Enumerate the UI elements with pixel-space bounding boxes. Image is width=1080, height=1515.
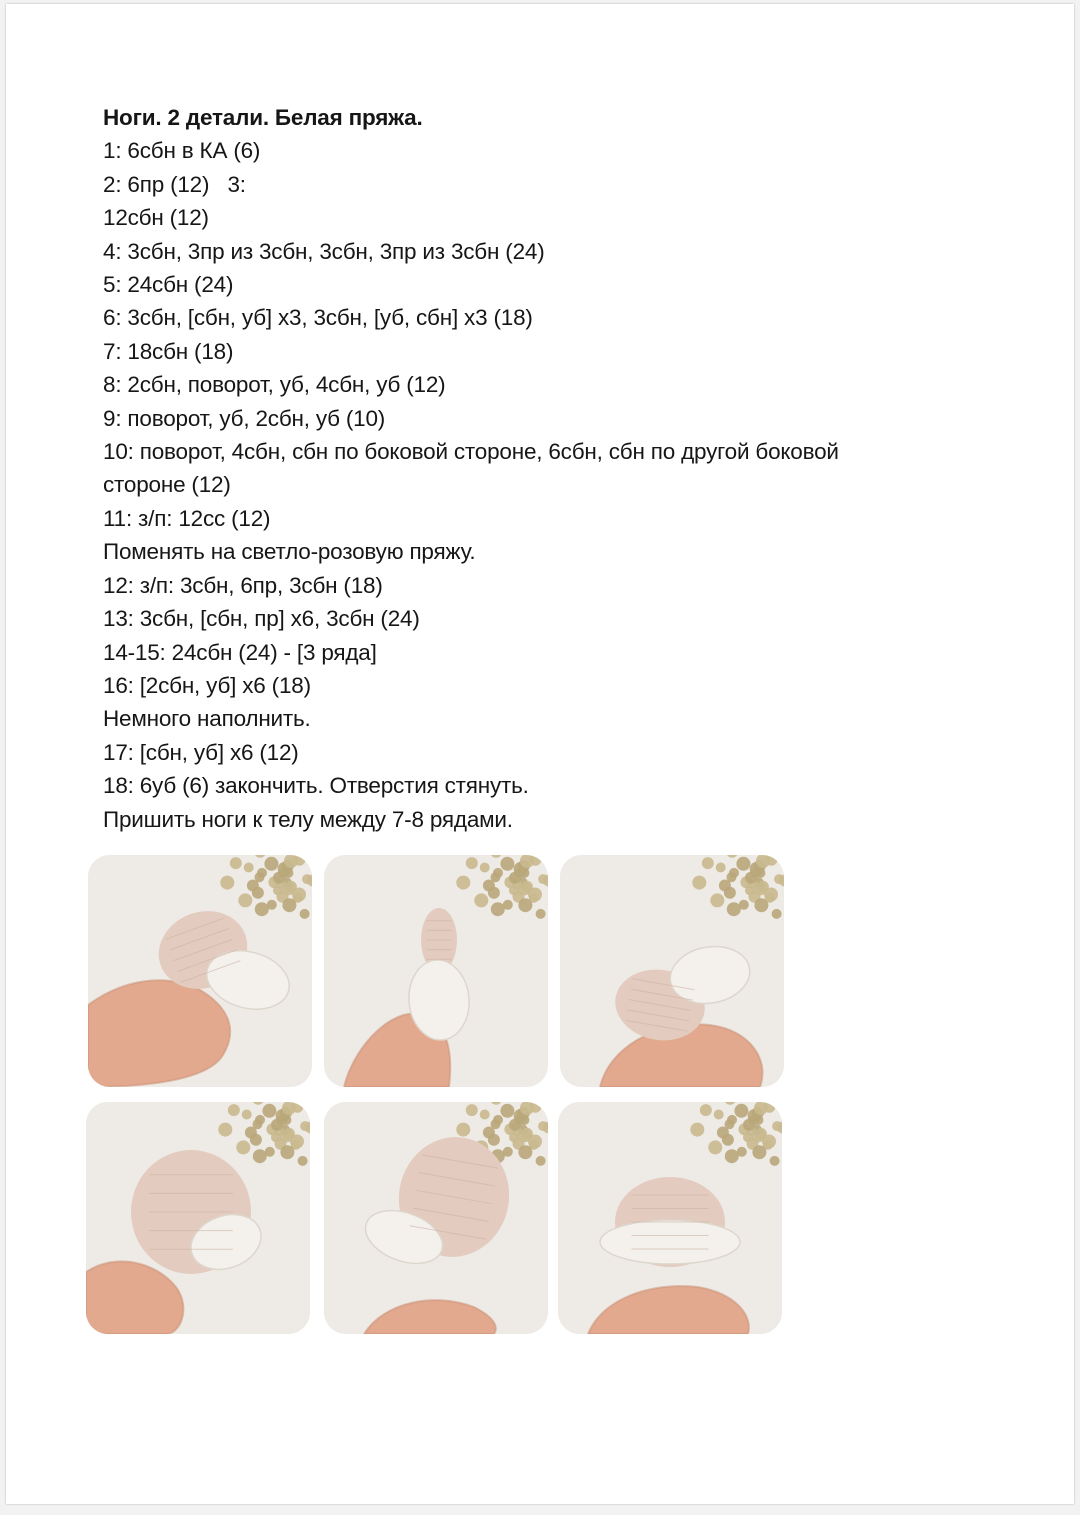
- pattern-row: 14-15: 24сбн (24) - [3 ряда]: [103, 639, 377, 665]
- pattern-row: 11: з/п: 12сс (12): [103, 505, 271, 531]
- pattern-row: 12: з/п: 3сбн, 6пр, 3сбн (18): [103, 572, 383, 598]
- pattern-note: Пришить ноги к телу между 7-8 рядами.: [103, 806, 513, 832]
- pattern-row: 4: 3сбн, 3пр из 3сбн, 3сбн, 3пр из 3сбн (24): [103, 238, 545, 264]
- pattern-row: 17: [сбн, уб] х6 (12): [103, 739, 299, 765]
- pattern-row: 13: 3сбн, [сбн, пр] х6, 3сбн (24): [103, 606, 420, 632]
- pattern-row: 18: 6уб (6) закончить. Отверстия стянуть.: [103, 773, 529, 799]
- pattern-row: 7: 18сбн (18): [103, 338, 234, 364]
- pattern-row: стороне (12): [103, 472, 231, 498]
- pattern-note: Немного наполнить.: [103, 706, 311, 732]
- pattern-row: 12сбн (12): [103, 205, 209, 231]
- pattern-row: 10: поворот, 4сбн, сбн по боковой стороне, 6сбн, сбн по другой боковой: [103, 439, 839, 465]
- pattern-row: 8: 2сбн, поворот, уб, 4сбн, уб (12): [103, 372, 446, 398]
- pattern-row: 16: [2сбн, уб] х6 (18): [103, 672, 311, 698]
- document-page: [6, 4, 1074, 1504]
- pattern-note: Поменять на светло-розовую пряжу.: [103, 539, 476, 565]
- pattern-heading: Ноги. 2 детали. Белая пряжа.: [103, 105, 423, 130]
- pattern-row: 1: 6сбн в КА (6): [103, 138, 261, 164]
- pattern-row: 2: 6пр (12) 3:: [103, 171, 246, 197]
- pattern-row: 9: поворот, уб, 2сбн, уб (10): [103, 405, 386, 431]
- pattern-row: 5: 24сбн (24): [103, 272, 234, 298]
- pattern-instructions: [103, 101, 1003, 836]
- pattern-row: 6: 3сбн, [сбн, уб] х3, 3сбн, [уб, сбн] х3 (18): [103, 305, 533, 331]
